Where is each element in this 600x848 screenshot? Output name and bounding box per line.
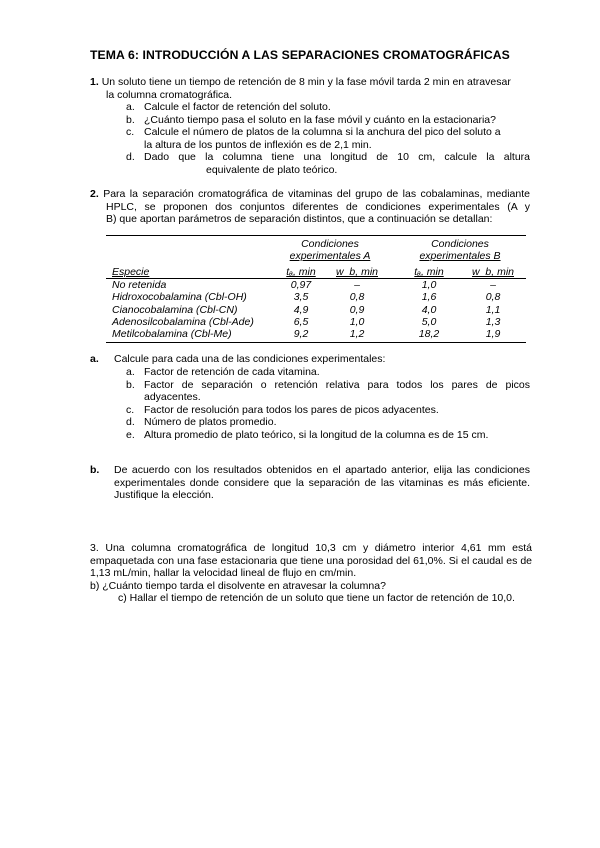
table-group-a-line2: experimentales A — [289, 250, 371, 262]
table-row — [112, 316, 526, 328]
q1-a-text: Calcule el factor de retención del soluto. — [144, 101, 331, 113]
cell-ta: 3,5 — [293, 291, 309, 304]
cell-ta: 4,9 — [293, 303, 309, 316]
cell-wb: – — [490, 279, 496, 291]
cell-ta: 6,5 — [293, 315, 309, 328]
question-2 — [90, 188, 530, 226]
question-1-stem-line2: la columna cromatográfica. — [106, 88, 233, 101]
q1-d-line2: equivalente de plato teórico. — [206, 163, 338, 176]
question-1-number: 1. — [90, 76, 99, 88]
cell-wa: 1,0 — [349, 315, 365, 328]
q2-pa-d-marker: d. — [126, 416, 135, 429]
table-row — [112, 279, 526, 291]
cell-tb: 1,6 — [421, 291, 437, 304]
cell-ta: 0,97 — [290, 279, 312, 291]
q3-line2: empaquetada con una fase estacionaria que tiene una porosidad del 61,0%. Si el caudal es de — [90, 554, 532, 567]
q3-line3: 1,13 mL/min, hallar la velocidad lineal de flujo en cm/min. — [90, 567, 357, 580]
cell-tb: 5,0 — [421, 315, 437, 328]
table-col-tb: tₐ, min — [414, 266, 444, 278]
question-2-stem-line1: Para la separación cromatográfica de vitaminas del grupo de las cobalaminas, mediante — [103, 188, 530, 200]
q2-pa-stem: Calcule para cada una de las condiciones experimentales: — [114, 353, 386, 365]
q2-pb-line2: experimentales donde considere que la separación de las vitaminas es más eficiente. — [114, 476, 530, 489]
cell-tb: 1,0 — [421, 279, 437, 291]
q2-pa-e-text: Altura promedio de plato teórico, si la longitud de la columna es de 15 cm. — [144, 428, 489, 441]
cell-wa: 1,2 — [349, 328, 365, 341]
q2-pb-marker: b. — [90, 464, 100, 476]
q3-line1: 3. Una columna cromatográfica de longitud 10,3 cm y diámetro interior 4,61 mm está — [90, 542, 532, 554]
q1-d-marker: d. — [126, 151, 135, 164]
q2-pa-c-text: Factor de resolución para todos los pares de picos adyacentes. — [144, 403, 439, 416]
question-1-parts — [126, 101, 530, 177]
q1-c-marker: c. — [126, 126, 135, 139]
table-group-b-line1: Condiciones — [431, 238, 489, 250]
q2-pb-line1: De acuerdo con los resultados obtenidos en el apartado anterior, elija las condiciones — [114, 464, 530, 476]
q2-pa-b-line2: adyacentes. — [144, 391, 201, 404]
q2-pa-b-line1: Factor de separación o retención relativa para todos los pares de picos — [144, 378, 530, 391]
table-row — [112, 328, 526, 340]
q2-pa-d-text: Número de platos promedio. — [144, 416, 277, 429]
table-row — [112, 304, 526, 316]
cell-wb: 0,8 — [485, 291, 501, 304]
cell-species: Cianocobalamina (Cbl-CN) — [112, 303, 238, 316]
question-3 — [90, 542, 532, 605]
table-col-wb: w_b, min — [471, 266, 514, 278]
table-group-a-line1: Condiciones — [301, 238, 359, 250]
q3-line5: c) Hallar el tiempo de retención de un soluto que tiene un factor de retención de 10,0. — [118, 592, 515, 605]
question-1 — [90, 76, 530, 101]
cell-species: Hidroxocobalamina (Cbl-OH) — [112, 291, 247, 304]
q2-pa-a-text: Factor de retención de cada vitamina. — [144, 366, 320, 378]
cell-wb: 1,9 — [485, 328, 501, 341]
cell-species: Adenosilcobalamina (Cbl-Ade) — [112, 315, 254, 328]
q1-a-marker: a. — [126, 101, 135, 113]
cell-tb: 18,2 — [418, 328, 440, 341]
q1-d-line1: Dado que la columna tiene una longitud de 10 cm, calcule la altura — [144, 151, 530, 164]
table-row — [112, 291, 526, 303]
table-top-rule — [106, 235, 526, 236]
cell-species: Metilcobalamina (Cbl-Me) — [112, 328, 232, 341]
table-group-b-line2: experimentales B — [419, 250, 501, 262]
table-col-species: Especie — [112, 266, 150, 278]
q1-c-line2: la altura de los puntos de inflexión es de 2,1 min. — [144, 138, 372, 151]
q1-b-text: ¿Cuánto tiempo pasa el soluto en la fase móvil y cuánto en la estacionaria? — [144, 113, 496, 126]
cell-wa: 0,8 — [349, 291, 365, 304]
cell-ta: 9,2 — [293, 328, 309, 341]
table-col-wa: w_b, min — [335, 266, 378, 278]
q2-pa-marker: a. — [90, 353, 99, 365]
q1-c-line1: Calcule el número de platos de la columna si la anchura del pico del soluto a — [144, 126, 501, 139]
table-col-ta: tₐ, min — [286, 266, 316, 278]
vitamin-table — [112, 279, 526, 340]
q3-line4: b) ¿Cuánto tiempo tarda el disolvente en atravesar la columna? — [90, 579, 386, 592]
question-2-part-a — [90, 353, 530, 366]
table-bottom-rule — [106, 342, 526, 343]
q2-pa-b-marker: b. — [126, 378, 135, 391]
q1-b-marker: b. — [126, 113, 135, 126]
q2-pa-a-marker: a. — [126, 366, 135, 378]
page-title: TEMA 6: INTRODUCCIÓN A LAS SEPARACIONES CROMATOGRÁFICAS — [90, 48, 510, 62]
q2-pa-c-marker: c. — [126, 403, 135, 416]
cell-species: No retenida — [112, 279, 167, 291]
cell-wa: 0,9 — [349, 303, 365, 316]
q2-pa-e-marker: e. — [126, 428, 135, 441]
cell-wa: – — [354, 279, 360, 291]
question-2-stem-line3: B) que aportan parámetros de separación distintos, que a continuación se detallan: — [106, 213, 493, 226]
question-2-stem-line2: HPLC, se proponen dos conjuntos diferentes de condiciones experimentales (A y — [106, 200, 530, 213]
cell-wb: 1,1 — [485, 303, 501, 316]
q2-pb-line3: Justifique la elección. — [114, 489, 214, 502]
question-2-part-a-items — [126, 366, 530, 442]
cell-tb: 4,0 — [421, 303, 437, 316]
question-1-stem-line1: Un soluto tiene un tiempo de retención de 8 min y la fase móvil tarda 2 min en atravesar — [101, 76, 511, 88]
cell-wb: 1,3 — [485, 315, 501, 328]
question-2-number: 2. — [90, 188, 99, 200]
question-2-part-b — [90, 464, 530, 502]
